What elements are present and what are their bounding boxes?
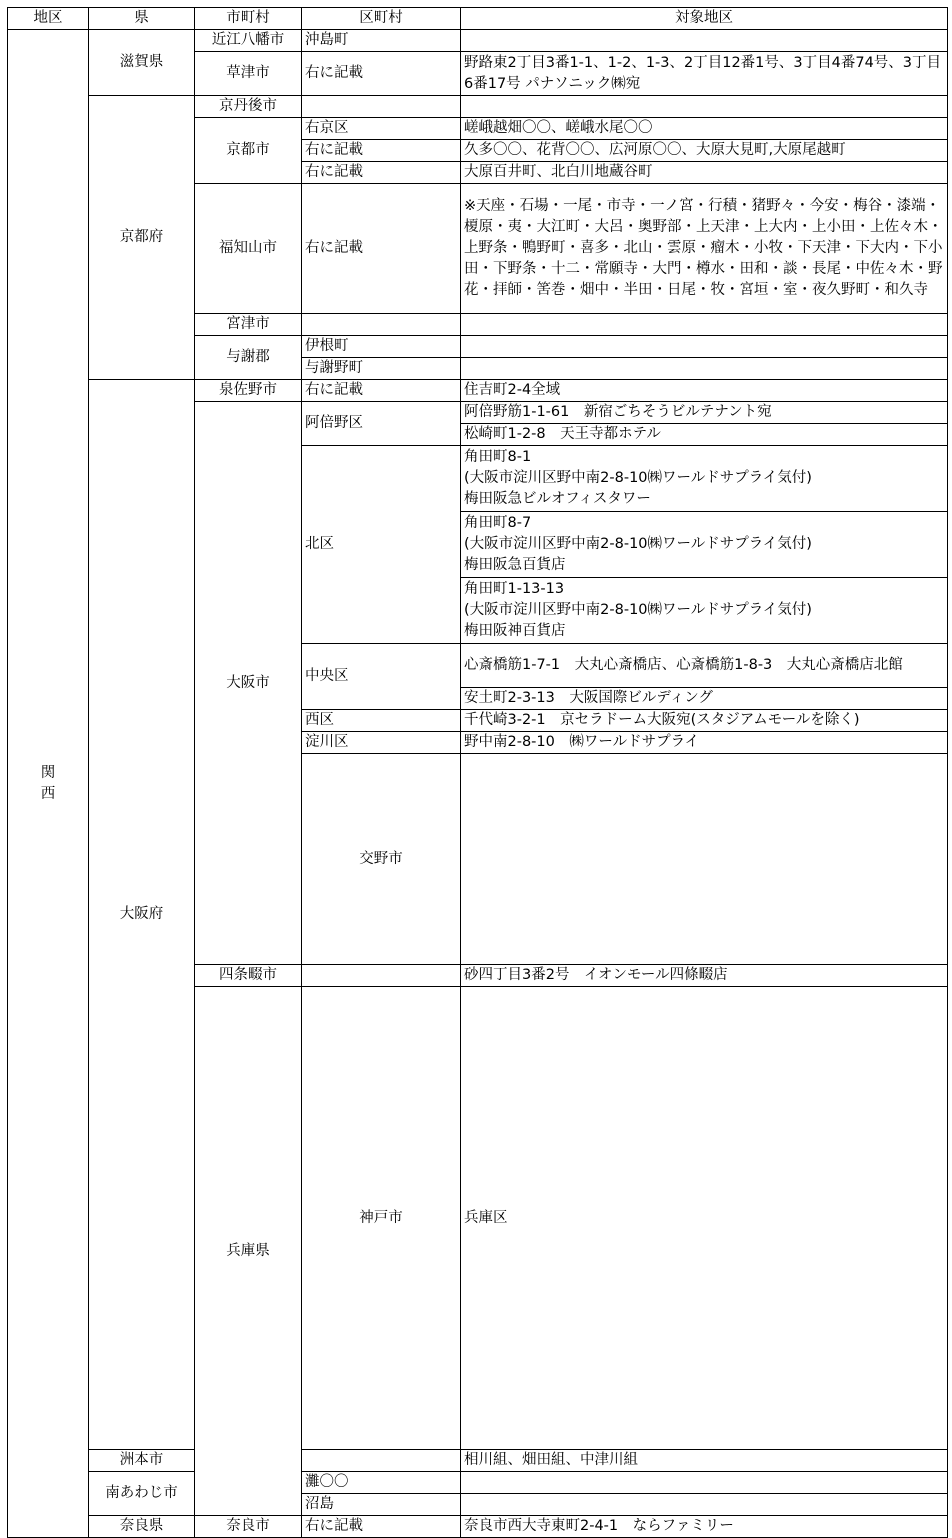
region-cell: 関 西 — [8, 30, 89, 1538]
ward-cell: 兵庫区 — [461, 987, 948, 1450]
area-cell — [461, 96, 948, 118]
area-cell — [461, 30, 948, 52]
city-cell: 大阪市 — [195, 402, 302, 965]
ward-cell: 右に記載 — [302, 162, 461, 184]
area-cell — [461, 336, 948, 358]
header-region: 地区 — [8, 8, 89, 30]
prefecture-cell: 兵庫県 — [195, 987, 302, 1516]
prefecture-cell: 滋賀県 — [89, 30, 195, 96]
area-cell: 野路東2丁目3番1-1、1-2、1-3、2丁目12番1号、3丁目4番74号、3丁目6番17号 パナソニック㈱宛 — [461, 52, 948, 96]
city-cell: 奈良市 — [195, 1516, 302, 1538]
area-cell: 砂四丁目3番2号 イオンモール四條畷店 — [461, 965, 948, 987]
ward-cell: 与謝野町 — [302, 358, 461, 380]
ward-cell — [302, 1450, 461, 1472]
header-prefecture: 県 — [89, 8, 195, 30]
city-cell: 洲本市 — [89, 1450, 195, 1472]
table-row — [8, 1472, 948, 1494]
ward-cell — [302, 965, 461, 987]
area-cell: 角田町8-7 (大阪市淀川区野中南2-8-10㈱ワールドサプライ気付) 梅田阪急百貨店 — [461, 512, 948, 578]
city-cell: 福知山市 — [195, 184, 302, 314]
area-cell: 角田町8-1 (大阪市淀川区野中南2-8-10㈱ワールドサプライ気付) 梅田阪急ビルオフィスタワー — [461, 446, 948, 512]
ward-cell: 阿倍野区 — [302, 402, 461, 446]
ward-cell: 右京区 — [302, 118, 461, 140]
area-cell — [461, 314, 948, 336]
area-cell: 住吉町2-4全域 — [461, 380, 948, 402]
prefecture-cell: 奈良県 — [89, 1516, 195, 1538]
header-row — [8, 8, 948, 30]
ward-cell: 西区 — [302, 710, 461, 732]
area-cell: 千代崎3-2-1 京セラドーム大阪宛(スタジアムモールを除く) — [461, 710, 948, 732]
ward-cell: 右に記載 — [302, 140, 461, 162]
header-ward: 区町村 — [302, 8, 461, 30]
city-cell: 泉佐野市 — [195, 380, 302, 402]
area-cell: 嵯峨越畑〇〇、嵯峨水尾〇〇 — [461, 118, 948, 140]
area-cell — [461, 1494, 948, 1516]
ward-cell: 伊根町 — [302, 336, 461, 358]
prefecture-cell: 大阪府 — [89, 380, 195, 1450]
prefecture-cell: 京都府 — [89, 96, 195, 380]
city-cell: 交野市 — [302, 754, 461, 965]
header-target-area: 対象地区 — [461, 8, 948, 30]
ward-cell — [302, 96, 461, 118]
area-cell: 相川組、畑田組、中津川組 — [461, 1450, 948, 1472]
area-cell: 安土町2-3-13 大阪国際ビルディング — [461, 688, 948, 710]
ward-cell — [461, 754, 948, 965]
city-cell: 近江八幡市 — [195, 30, 302, 52]
ward-cell: 北区 — [302, 446, 461, 644]
ward-cell: 淀川区 — [302, 732, 461, 754]
target-area-table — [7, 7, 948, 1538]
table-row — [8, 1516, 948, 1538]
area-cell: 阿倍野筋1-1-61 新宿ごちそうビルテナント宛 — [461, 402, 948, 424]
ward-cell: 灘〇〇 — [302, 1472, 461, 1494]
area-cell: 野中南2-8-10 ㈱ワールドサプライ — [461, 732, 948, 754]
city-cell: 神戸市 — [302, 987, 461, 1450]
city-cell: 与謝郡 — [195, 336, 302, 380]
ward-cell: 中央区 — [302, 644, 461, 710]
area-cell: 松崎町1-2-8 天王寺都ホテル — [461, 424, 948, 446]
city-cell: 四条畷市 — [195, 965, 302, 987]
city-cell: 京都市 — [195, 118, 302, 184]
city-cell: 草津市 — [195, 52, 302, 96]
table-row — [8, 380, 948, 402]
city-cell: 宮津市 — [195, 314, 302, 336]
area-cell: 心斎橋筋1-7-1 大丸心斎橋店、心斎橋筋1-8-3 大丸心斎橋店北館 — [461, 644, 948, 688]
header-municipality: 市町村 — [195, 8, 302, 30]
area-cell: ※天座・石場・一尾・市寺・一ノ宮・行積・猪野々・今安・梅谷・漆端・榎原・夷・大江町・大呂・奥野部・上天津・上大内・上小田・上佐々木・上野条・鴨野町・喜多・北山・雲原・瘤木・小牧・下天津・下大内・下小田・下野条・十二・常願寺・大門・樽水・田和・談・長尾・中佐々木・野花・拝師・筈巻・畑中・半田・日尾・牧・宮垣・室・夜久野町・和久寺 — [461, 184, 948, 314]
table-row — [8, 30, 948, 52]
area-cell: 奈良市西大寺東町2-4-1 ならファミリー — [461, 1516, 948, 1538]
area-cell: 大原百井町、北白川地蔵谷町 — [461, 162, 948, 184]
table-row — [8, 1450, 948, 1472]
area-cell — [461, 358, 948, 380]
ward-cell: 右に記載 — [302, 184, 461, 314]
ward-cell: 右に記載 — [302, 380, 461, 402]
ward-cell: 右に記載 — [302, 1516, 461, 1538]
ward-cell: 沼島 — [302, 1494, 461, 1516]
city-cell: 南あわじ市 — [89, 1472, 195, 1516]
ward-cell: 沖島町 — [302, 30, 461, 52]
ward-cell: 右に記載 — [302, 52, 461, 96]
area-cell — [461, 1472, 948, 1494]
area-cell: 久多〇〇、花背〇〇、広河原〇〇、大原大見町,大原尾越町 — [461, 140, 948, 162]
area-cell: 角田町1-13-13 (大阪市淀川区野中南2-8-10㈱ワールドサプライ気付) 梅田阪神百貨店 — [461, 578, 948, 644]
city-cell: 京丹後市 — [195, 96, 302, 118]
table-row — [8, 96, 948, 118]
ward-cell — [302, 314, 461, 336]
